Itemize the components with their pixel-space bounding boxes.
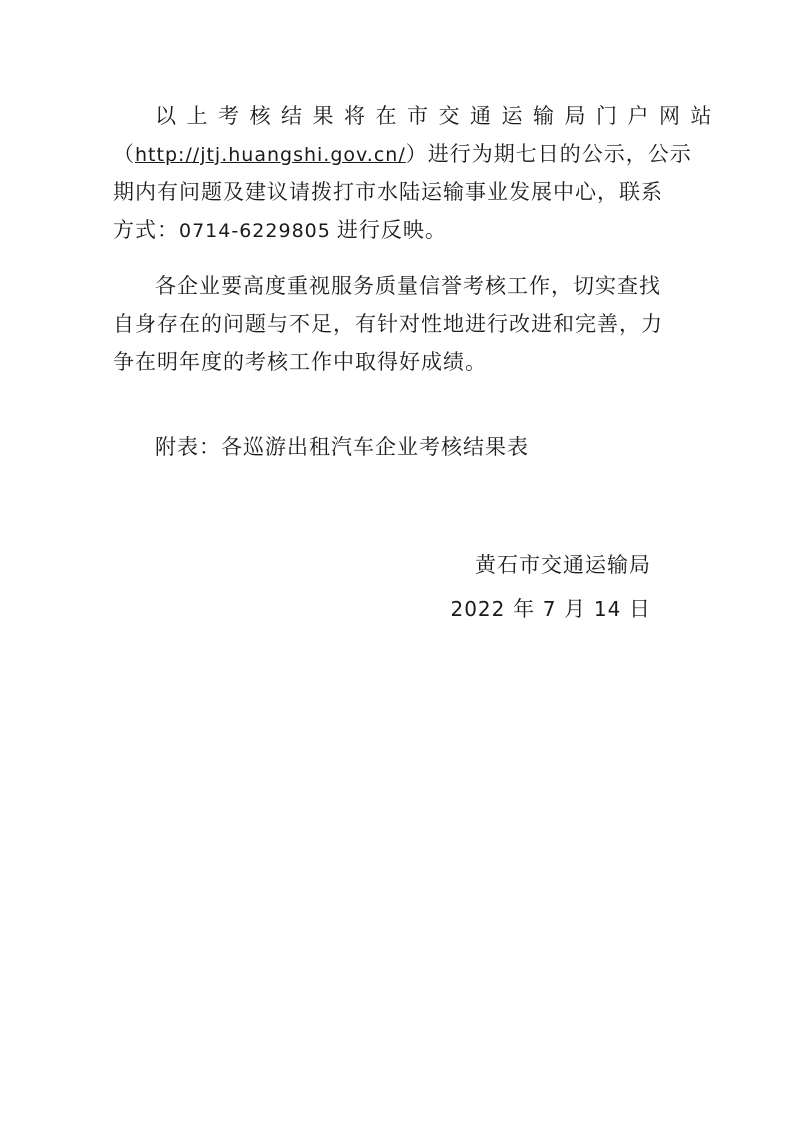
line-text: 争在明年度的考核工作中取得好成绩。 (113, 350, 487, 374)
line-text: 期内有问题及建议请拨打市水陆运输事业发展中心，联系 (113, 180, 663, 204)
date-year: 2022 (450, 597, 506, 621)
paragraph-line (113, 97, 722, 135)
paragraph-line (113, 343, 661, 381)
paragraph-line (113, 135, 692, 173)
line-text: 各企业要高度重视服务质量信誉考核工作，切实查找 (155, 274, 661, 298)
date-day: 14 (593, 597, 622, 621)
open-paren: （ (113, 142, 135, 166)
paragraph-line (113, 305, 661, 343)
date-month: 7 (542, 597, 557, 621)
paragraph-line (113, 173, 661, 211)
attachment-note: 附表：各巡游出租汽车企业考核结果表 (155, 435, 529, 459)
line-text: ）进行为期七日的公示，公示 (405, 142, 692, 166)
line-text: 方式： (113, 218, 179, 242)
signature-organization: 黄石市交通运输局 (475, 553, 651, 577)
paragraph-line (113, 267, 661, 305)
paragraph-line (113, 211, 661, 249)
signature-date (450, 590, 651, 628)
date-day-unit: 日 (629, 597, 651, 621)
line-text: 自身存在的问题与不足，有针对性地进行改进和完善，力 (113, 312, 663, 336)
line-text: 进行反映。 (336, 218, 447, 242)
notice-paragraph-requirement (113, 267, 661, 381)
line-text: 以上考核结果将在市交通运输局门户网站 (155, 104, 722, 128)
portal-url-link[interactable]: http://jtj.huangshi.gov.cn/ (135, 144, 406, 166)
contact-phone: 0714-6229805 (179, 220, 331, 242)
date-month-unit: 月 (564, 597, 587, 621)
date-year-unit: 年 (513, 597, 536, 621)
notice-paragraph-publicity (113, 97, 722, 249)
